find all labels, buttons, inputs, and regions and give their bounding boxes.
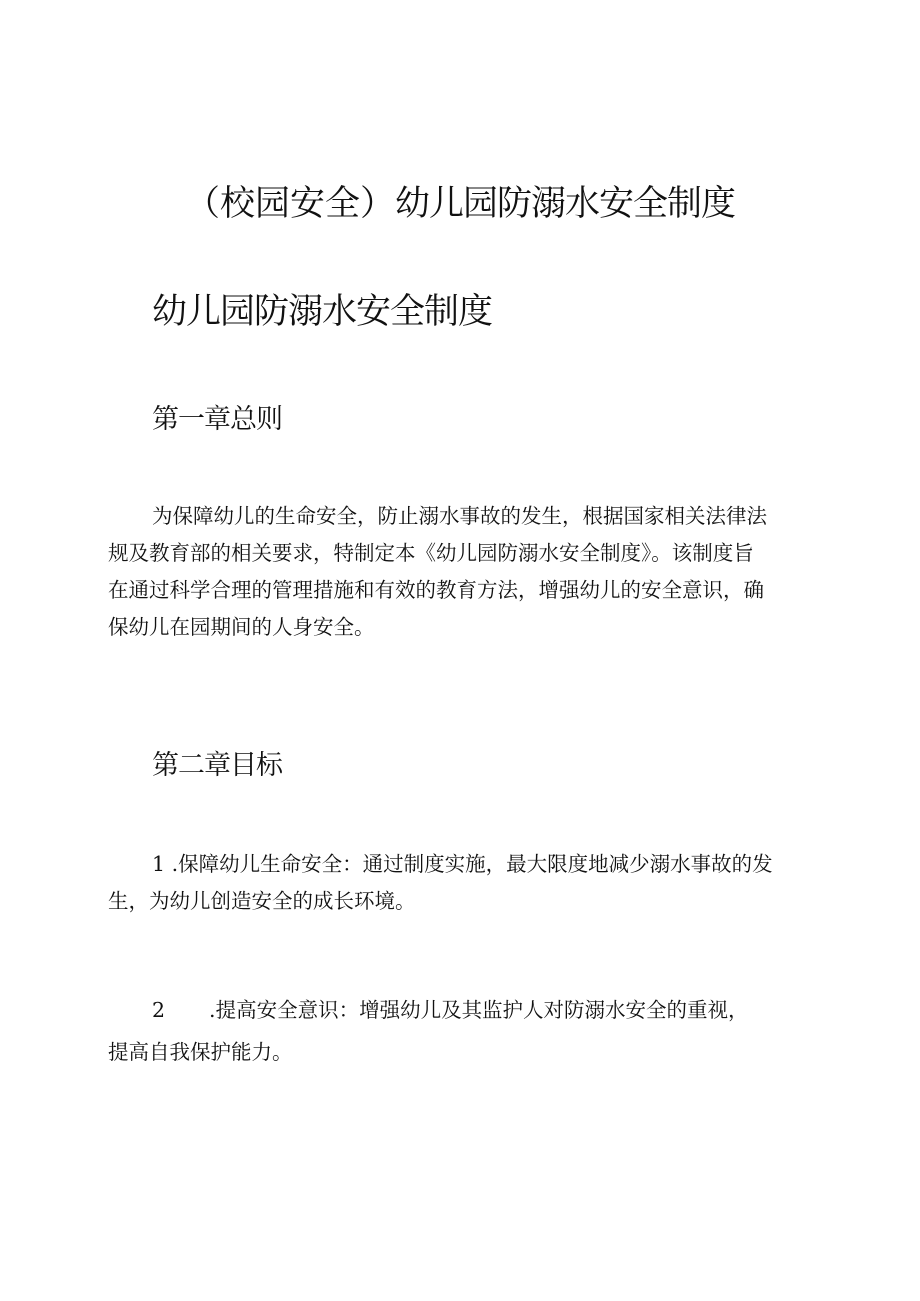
- chapter-1-heading: 第一章总则: [152, 404, 282, 435]
- goal-item-2-line-1: .提高安全意识：增强幼儿及其监护人对防溺水安全的重视，: [209, 998, 749, 1022]
- paragraph-line: 规及教育部的相关要求，特制定本《幼儿园防溺水安全制度》。该制度旨: [108, 541, 754, 565]
- title-category: （校园安全）: [184, 184, 395, 224]
- chapter-1-paragraph: [108, 498, 767, 646]
- document-subtitle: 幼儿园防溺水安全制度: [152, 292, 493, 332]
- goal-item-1-number: 1: [152, 852, 166, 876]
- chapter-2-heading: 第二章目标: [152, 750, 282, 781]
- paragraph-line: 为保障幼儿的生命安全，防止溺水事故的发生，根据国家相关法律法: [152, 504, 767, 528]
- paragraph-line: 在通过科学合理的管理措施和有效的教育方法，增强幼儿的安全意识，确: [108, 578, 764, 602]
- goal-item-1-line-1: .保障幼儿生命安全：通过制度实施，最大限度地减少溺水事故的发: [171, 852, 773, 876]
- goal-item-2: [108, 989, 749, 1073]
- goal-item-2-line-2: 提高自我保护能力。: [108, 1040, 293, 1064]
- goal-item-1: [108, 846, 773, 920]
- goal-item-1-line-2: 生，为幼儿创造安全的成长环境。: [108, 889, 416, 913]
- goal-item-2-number: 2: [152, 998, 166, 1022]
- title-text: 幼儿园防溺水安全制度: [395, 184, 736, 224]
- paragraph-line: 保幼儿在园期间的人身安全。: [108, 615, 375, 639]
- document-title: [0, 182, 920, 226]
